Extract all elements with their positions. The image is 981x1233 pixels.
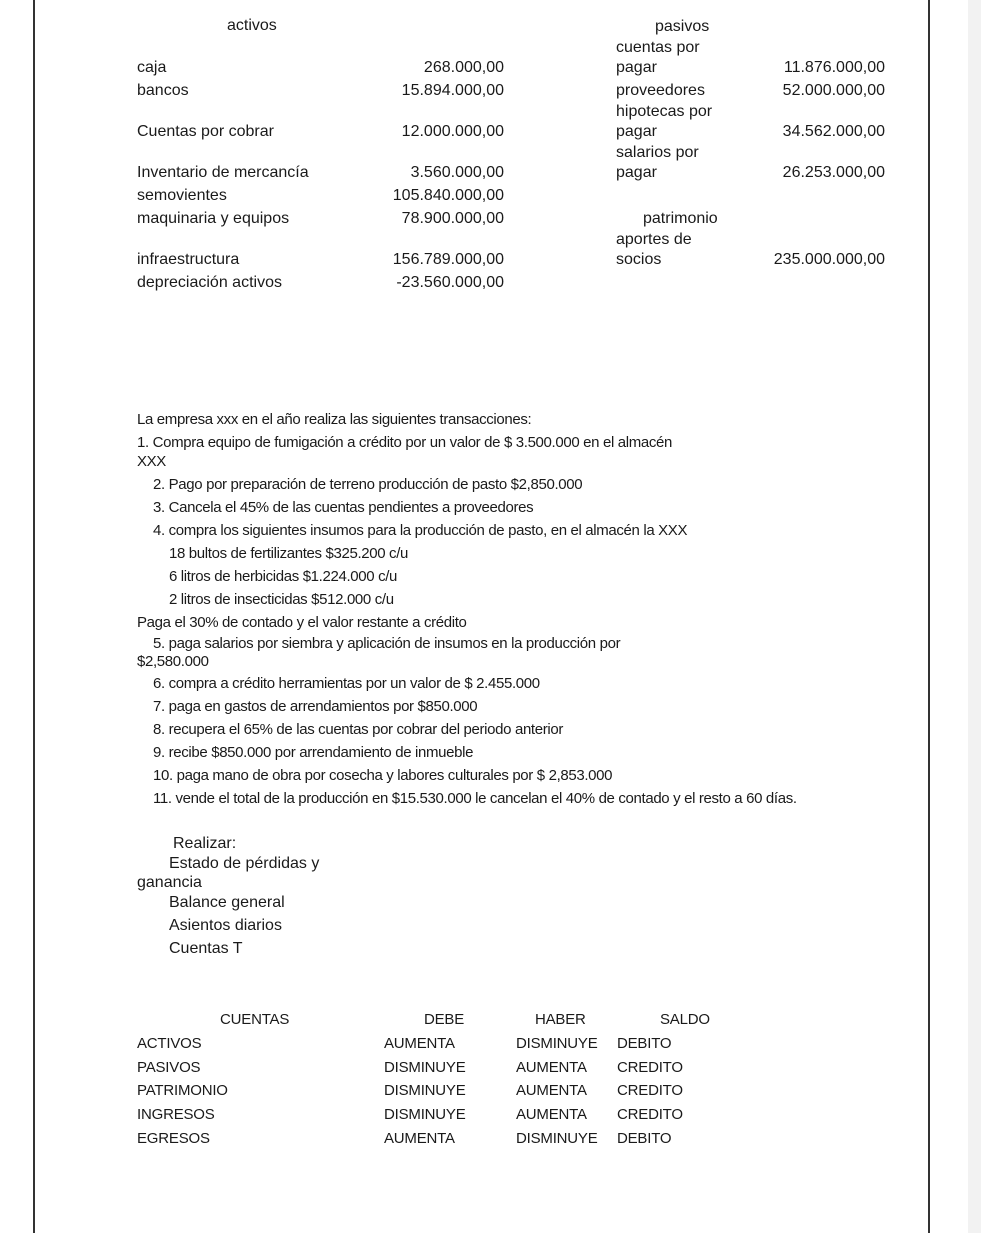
liability-label: pagar [616, 164, 657, 181]
cell-saldo: DEBITO [617, 1130, 672, 1147]
cell-debe: AUMENTA [384, 1130, 455, 1147]
transaction-note: Paga el 30% de contado y el valor restante a crédito [137, 614, 467, 631]
equity-label: aportes de [616, 231, 692, 248]
transaction-item: 8. recupera el 65% de las cuentas por cobrar del periodo anterior [153, 721, 564, 738]
liability-label: salarios por [616, 144, 699, 161]
transaction-subitem: 2 litros de insecticidas $512.000 c/u [169, 591, 394, 608]
liability-label: hipotecas por [616, 103, 713, 120]
cell-account: INGRESOS [137, 1106, 215, 1123]
asset-value: -23.560.000,00 [396, 274, 504, 291]
liability-label: pagar [616, 59, 657, 76]
liability-label: proveedores [616, 82, 705, 99]
scroll-gutter[interactable] [968, 0, 981, 1233]
cell-haber: AUMENTA [516, 1082, 587, 1099]
task-item: ganancia [137, 874, 202, 891]
asset-value: 156.789.000,00 [392, 251, 504, 268]
page-border-left [33, 0, 35, 1233]
asset-value: 15.894.000,00 [401, 82, 504, 99]
transaction-item: 3. Cancela el 45% de las cuentas pendientes a proveedores [153, 499, 534, 516]
task-item: Estado de pérdidas y [169, 855, 320, 872]
transaction-item: 2. Pago por preparación de terreno producción de pasto $2,850.000 [153, 476, 583, 493]
cell-account: EGRESOS [137, 1130, 210, 1147]
transaction-subitem: 6 litros de herbicidas $1.224.000 c/u [169, 568, 398, 585]
asset-label: maquinaria y equipos [137, 210, 290, 227]
transaction-item: 1. Compra equipo de fumigación a crédito por un valor de $ 3.500.000 en el almacén [137, 434, 672, 451]
transaction-item: 6. compra a crédito herramientas por un valor de $ 2.455.000 [153, 675, 540, 692]
cell-saldo: DEBITO [617, 1035, 672, 1052]
asset-label: Inventario de mercancía [137, 164, 309, 181]
transaction-item: 5. paga salarios por siembra y aplicación de insumos en la producción por [153, 635, 621, 652]
liability-value: 11.876.000,00 [783, 59, 885, 76]
patrimonio-title: patrimonio [643, 210, 718, 227]
table-header-debe: DEBE [424, 1011, 465, 1028]
asset-label: Cuentas por cobrar [137, 123, 274, 140]
asset-label: depreciación activos [137, 274, 282, 291]
activos-title: activos [227, 17, 277, 34]
cell-saldo: CREDITO [617, 1082, 683, 1099]
cell-saldo: CREDITO [617, 1059, 683, 1076]
cell-account: PASIVOS [137, 1059, 201, 1076]
transaction-item: 10. paga mano de obra por cosecha y labores culturales por $ 2,853.000 [153, 767, 613, 784]
asset-label: caja [137, 59, 167, 76]
transaction-subitem: 18 bultos de fertilizantes $325.200 c/u [169, 545, 409, 562]
asset-value: 12.000.000,00 [401, 123, 504, 140]
cell-debe: DISMINUYE [384, 1059, 466, 1076]
liability-value: 52.000.000,00 [782, 82, 885, 99]
table-header-haber: HABER [535, 1011, 586, 1028]
transactions-intro: La empresa xxx en el año realiza las siguientes transacciones: [137, 411, 532, 428]
equity-label: socios [616, 251, 662, 268]
page-border-right [928, 0, 930, 1233]
cell-debe: DISMINUYE [384, 1082, 466, 1099]
cell-debe: DISMINUYE [384, 1106, 466, 1123]
asset-value: 78.900.000,00 [401, 210, 504, 227]
asset-value: 105.840.000,00 [392, 187, 504, 204]
task-item: Balance general [169, 894, 285, 911]
transaction-item: 4. compra los siguientes insumos para la producción de pasto, en el almacén la XXX [153, 522, 688, 539]
task-item: Cuentas T [169, 940, 243, 957]
asset-label: bancos [137, 82, 189, 99]
asset-label: infraestructura [137, 251, 240, 268]
liability-value: 34.562.000,00 [782, 123, 885, 140]
asset-value: 268.000,00 [423, 59, 504, 76]
transaction-item: 7. paga en gastos de arrendamientos por $850.000 [153, 698, 478, 715]
task-item: Asientos diarios [169, 917, 282, 934]
asset-value: 3.560.000,00 [410, 164, 504, 181]
transaction-item: $2,580.000 [137, 653, 209, 670]
liability-label: cuentas por [616, 39, 700, 56]
liability-label: pagar [616, 123, 657, 140]
cell-debe: AUMENTA [384, 1035, 455, 1052]
transaction-item: 9. recibe $850.000 por arrendamiento de inmueble [153, 744, 474, 761]
cell-haber: DISMINUYE [516, 1035, 598, 1052]
equity-value: 235.000.000,00 [773, 251, 885, 268]
transaction-item: XXX [137, 453, 166, 470]
transaction-item: 11. vende el total de la producción en $15.530.000 le cancelan el 40% de contado y el resto a 60 días. [153, 790, 797, 807]
cell-account: PATRIMONIO [137, 1082, 228, 1099]
liability-value: 26.253.000,00 [782, 164, 885, 181]
cell-haber: DISMINUYE [516, 1130, 598, 1147]
table-header-cuentas: CUENTAS [220, 1011, 290, 1028]
table-header-saldo: SALDO [660, 1011, 710, 1028]
asset-label: semovientes [137, 187, 227, 204]
cell-saldo: CREDITO [617, 1106, 683, 1123]
cell-account: ACTIVOS [137, 1035, 202, 1052]
cell-haber: AUMENTA [516, 1059, 587, 1076]
pasivos-title: pasivos [655, 18, 710, 35]
cell-haber: AUMENTA [516, 1106, 587, 1123]
tasks-title: Realizar: [173, 835, 237, 852]
